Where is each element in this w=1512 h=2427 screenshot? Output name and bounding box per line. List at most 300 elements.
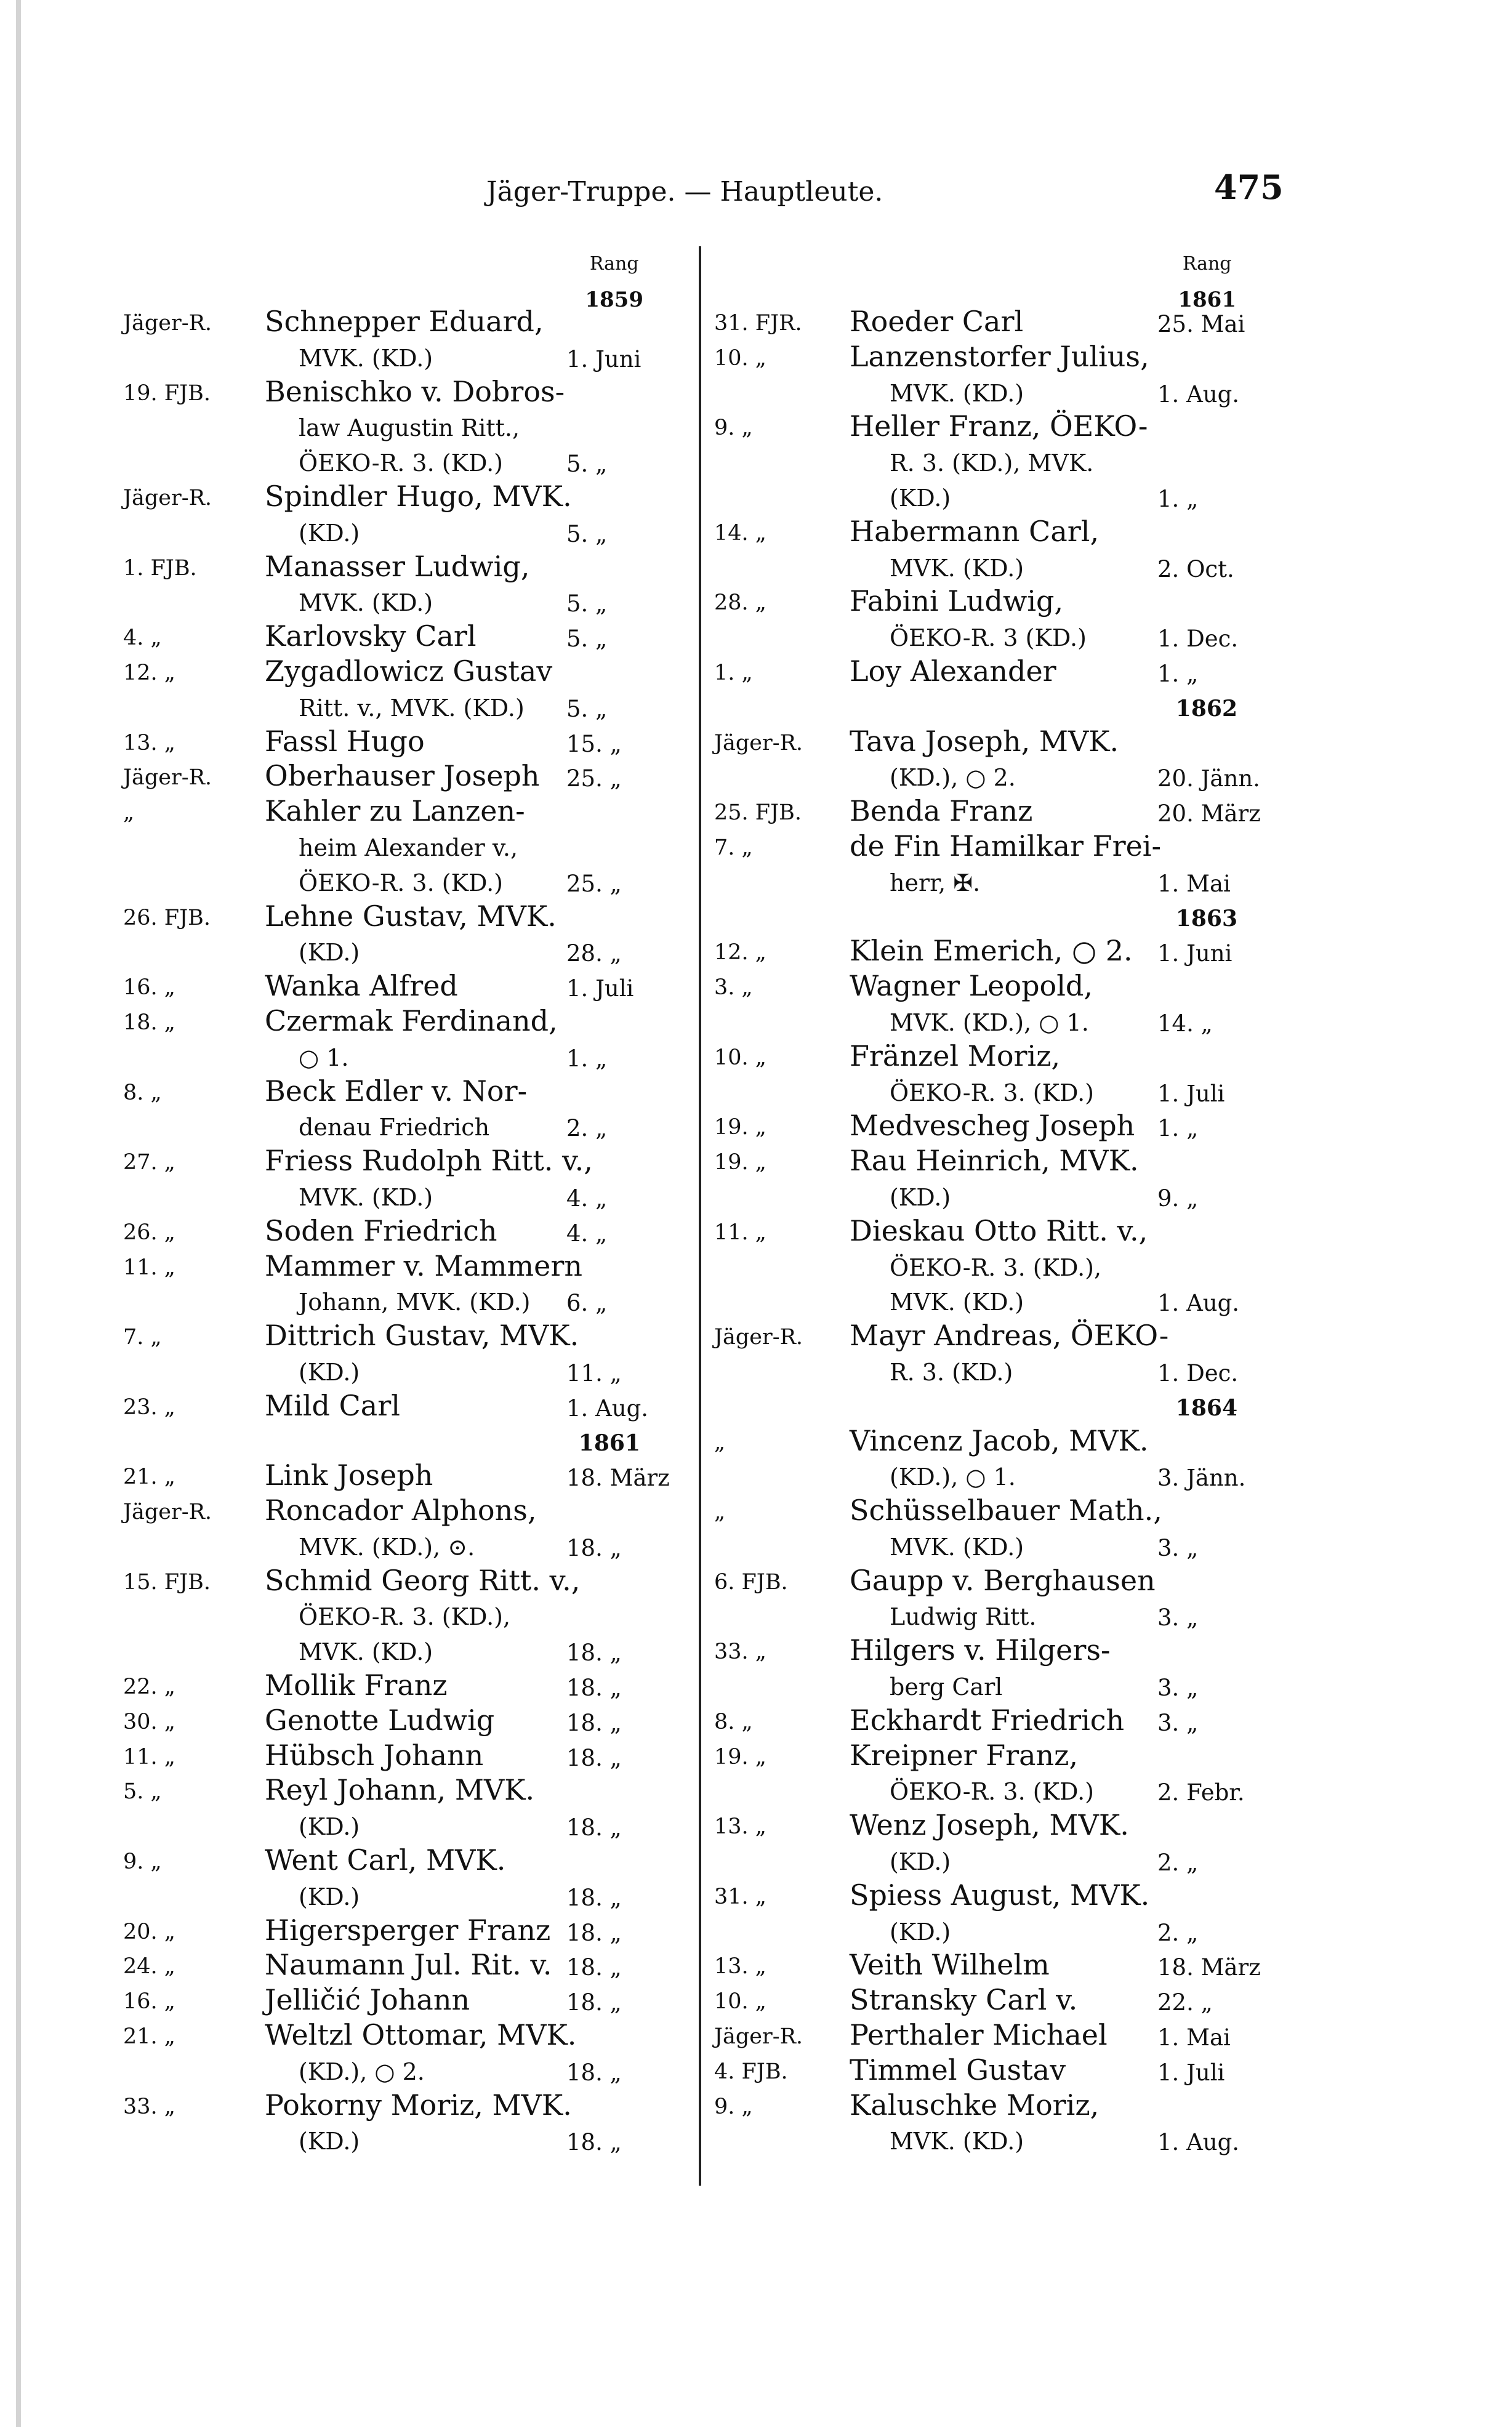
officer-entry-row: [123, 1074, 671, 1109]
unit-number: 10. „: [714, 1045, 766, 1070]
officer-name: Higersperger Franz: [265, 1913, 551, 1947]
unit-number: 19. „: [714, 1115, 766, 1140]
officer-entry-row: [714, 1319, 1268, 1354]
officer-name: Went Carl, MVK.: [265, 1843, 506, 1877]
rank-date: 18. „: [566, 1919, 622, 1946]
officer-entry-row: [714, 1878, 1268, 1914]
unit-number: 28. „: [714, 590, 766, 616]
unit-number: 19. „: [714, 1744, 766, 1769]
officer-name-continuation: ÖEKO-R. 3. (KD.): [299, 449, 503, 477]
officer-entry-row: [123, 619, 671, 654]
officer-name: Spiess August, MVK.: [850, 1878, 1150, 1912]
rank-date: 1. Aug.: [1157, 380, 1240, 408]
officer-entry-row: [123, 480, 671, 515]
unit-number: 30. „: [123, 1709, 175, 1734]
rank-date: 2. Febr.: [1157, 1779, 1245, 1806]
unit-number: 13. „: [714, 1814, 766, 1840]
officer-entry-row: [714, 340, 1268, 375]
unit-number: Jäger-R.: [714, 1325, 803, 1350]
unit-number: 1. FJB.: [123, 555, 197, 581]
officer-entry-row: [123, 2123, 671, 2158]
page-number: 475: [1214, 167, 1284, 207]
unit-number: 33. „: [123, 2094, 175, 2119]
officer-name-continuation: (KD.): [299, 1813, 360, 1841]
officer-entry-row: [123, 515, 671, 550]
unit-number: 9. „: [123, 1849, 162, 1875]
page-header: [0, 167, 1512, 219]
rank-date: 25. „: [566, 870, 622, 897]
officer-entry-row: [714, 1494, 1268, 1529]
year-label: 1861: [578, 1430, 640, 1456]
officer-entry-row: [123, 340, 671, 375]
unit-number: 26. „: [123, 1220, 175, 1245]
officer-entry-row: [123, 1739, 671, 1774]
officer-entry-row: [123, 1529, 671, 1564]
unit-number: 11. „: [714, 1220, 766, 1245]
officer-name-continuation: MVK. (KD.): [890, 2128, 1024, 2155]
rang-year: 1861: [1178, 288, 1236, 312]
unit-number: „: [123, 800, 135, 826]
unit-number: 31. FJR.: [714, 311, 802, 336]
officer-name: Dieskau Otto Ritt. v.,: [850, 1214, 1148, 1247]
unit-number: 27. „: [123, 1150, 175, 1175]
officer-entry-row: [714, 725, 1268, 760]
column-divider: [699, 246, 701, 2186]
unit-number: 15. FJB.: [123, 1569, 211, 1595]
officer-name: Naumann Jul. Rit. v.: [265, 1948, 552, 1982]
officer-entry-row: [123, 759, 671, 794]
unit-number: 10. „: [714, 1989, 766, 2014]
officer-name: Zygadlowicz Gustav: [265, 654, 553, 688]
rank-date: 2. Oct.: [1157, 555, 1234, 582]
officer-name: Lehne Gustav, MVK.: [265, 899, 557, 933]
rang-label: Rang: [1182, 253, 1232, 275]
officer-entry-row: [714, 1074, 1268, 1109]
officer-name-continuation: (KD.): [299, 1883, 360, 1910]
rank-date: 20. Jänn.: [1157, 765, 1260, 792]
officer-name: Roncador Alphons,: [265, 1494, 537, 1527]
officer-name-continuation: MVK. (KD.): [890, 1533, 1024, 1561]
unit-number: Jäger-R.: [123, 1500, 212, 1525]
rang-label: Rang: [589, 253, 639, 275]
officer-entry-row: [714, 409, 1268, 445]
officer-name-continuation: (KD.): [890, 1848, 951, 1876]
officer-entry-row: [123, 445, 671, 480]
rank-date: 1. Juni: [1157, 940, 1233, 967]
rank-date: 18. „: [566, 1709, 622, 1736]
officer-name-continuation: ÖEKO-R. 3 (KD.): [890, 624, 1087, 652]
officer-name-continuation: (KD.): [299, 939, 360, 967]
officer-entry-row: [714, 305, 1268, 340]
rank-date: 1. Dec.: [1157, 626, 1239, 653]
officer-entry-row: [123, 1808, 671, 1843]
unit-number: 12. „: [123, 660, 175, 685]
running-title: Jäger-Truppe. — Hauptleute.: [486, 176, 883, 207]
rank-date: 6. „: [566, 1290, 608, 1317]
officer-name-continuation: MVK. (KD.): [299, 344, 433, 372]
rank-date: 18. März: [1157, 1954, 1261, 1981]
unit-number: 19. „: [714, 1150, 766, 1175]
officer-name: Spindler Hugo, MVK.: [265, 479, 572, 513]
unit-number: 1. „: [714, 660, 753, 685]
officer-entry-row: [714, 1668, 1268, 1704]
officer-entry-row: [714, 829, 1268, 864]
officer-name: Veith Wilhelm: [850, 1948, 1050, 1982]
rank-date: 15. „: [566, 730, 622, 757]
rank-date: 25. „: [566, 765, 622, 792]
officer-entry-row: [714, 1424, 1268, 1459]
unit-number: 5. „: [123, 1779, 162, 1805]
rank-date: 1. Aug.: [566, 1395, 649, 1422]
officer-entry-row: [123, 1914, 671, 1949]
officer-entry-row: [123, 1598, 671, 1633]
officer-entry-row: [714, 794, 1268, 829]
officer-name-continuation: (KD.): [299, 1358, 360, 1386]
officer-name: Mollik Franz: [265, 1668, 448, 1702]
officer-entry-row: [714, 1249, 1268, 1284]
officer-name-continuation: herr, ✠.: [890, 869, 981, 896]
officer-name-continuation: heim Alexander v.,: [299, 834, 518, 861]
officer-entry-row: [123, 1039, 671, 1074]
officer-entry-row: [123, 1843, 671, 1878]
officer-name-continuation: (KD.): [890, 1183, 951, 1211]
officer-name: Genotte Ludwig: [265, 1703, 495, 1737]
rank-date: 1. Dec.: [1157, 1359, 1239, 1387]
rank-date: 18. „: [566, 1675, 622, 1702]
officer-name: Lanzenstorfer Julius,: [850, 339, 1149, 373]
rank-date: 18. „: [566, 1744, 622, 1771]
officer-name: Heller Franz, ÖEKO-: [850, 409, 1148, 443]
officer-name: Fassl Hugo: [265, 724, 425, 758]
rank-date: 25. Mai: [1157, 311, 1245, 337]
officer-entry-row: [714, 1633, 1268, 1668]
officer-name-continuation: (KD.): [890, 484, 951, 512]
officer-name: Manasser Ludwig,: [265, 549, 530, 583]
unit-number: Jäger-R.: [714, 2024, 803, 2050]
rank-date: 18. „: [566, 1989, 622, 2016]
officer-name: Timmel Gustav: [850, 2053, 1066, 2087]
officer-name-continuation: MVK. (KD.): [890, 554, 1024, 582]
officer-name-continuation: R. 3. (KD.): [890, 1358, 1013, 1386]
rank-date: 1. Juli: [1157, 1080, 1225, 1107]
officer-name: Fränzel Moriz,: [850, 1039, 1061, 1073]
rank-date: 18. „: [566, 1884, 622, 1911]
officer-name: Reyl Johann, MVK.: [265, 1773, 535, 1807]
officer-name: Kahler zu Lanzen-: [265, 794, 525, 828]
rank-date: 20. März: [1157, 800, 1261, 827]
rang-year-divider: [714, 1389, 1268, 1424]
unit-number: 33. „: [714, 1640, 766, 1665]
unit-number: 12. „: [714, 940, 766, 965]
unit-number: 16. „: [123, 1989, 175, 2014]
officer-entry-row: [714, 654, 1268, 690]
officer-entry-row: [714, 2123, 1268, 2158]
officer-name-continuation: MVK. (KD.): [299, 1638, 433, 1666]
officer-entry-row: [714, 1773, 1268, 1808]
officer-name-continuation: MVK. (KD.): [890, 379, 1024, 407]
officer-entry-row: [123, 1389, 671, 1424]
rank-date: 11. „: [566, 1359, 622, 1387]
officer-name-continuation: (KD.), ○ 1.: [890, 1463, 1016, 1491]
rank-date: 18. „: [566, 1534, 622, 1561]
rank-date: 14. „: [1157, 1010, 1213, 1037]
officer-entry-row: [714, 2088, 1268, 2123]
officer-name: Fabini Ludwig,: [850, 584, 1064, 618]
officer-entry-row: [714, 1808, 1268, 1843]
officer-entry-row: [123, 1564, 671, 1599]
year-label: 1863: [1175, 905, 1237, 932]
unit-number: 18. „: [123, 1010, 175, 1035]
officer-entry-row: [123, 305, 671, 340]
officer-name: Kreipner Franz,: [850, 1738, 1079, 1772]
officer-entry-row: [123, 1214, 671, 1249]
rank-date: 3. Jänn.: [1157, 1465, 1246, 1492]
officer-entry-row: [714, 375, 1268, 410]
rank-date: 1. „: [1157, 485, 1199, 512]
right-entries: [714, 305, 1268, 2158]
rank-date: 1. Aug.: [1157, 1290, 1240, 1317]
officer-name: Hübsch Johann: [265, 1738, 484, 1772]
officer-name: Habermann Carl,: [850, 514, 1100, 548]
officer-entry-row: [123, 1494, 671, 1529]
officer-name: Link Joseph: [265, 1459, 433, 1492]
officer-entry-row: [123, 1284, 671, 1319]
officer-entry-row: [714, 1914, 1268, 1949]
rank-date: 3. „: [1157, 1675, 1199, 1702]
officer-name: Weltzl Ottomar, MVK.: [265, 2018, 577, 2052]
unit-number: 4. „: [123, 626, 162, 651]
officer-entry-row: [714, 1109, 1268, 1144]
unit-number: 13. „: [714, 1954, 766, 1979]
rank-date: 9. „: [1157, 1185, 1199, 1212]
right-column: [714, 228, 1268, 2158]
officer-entry-row: [714, 1704, 1268, 1739]
rank-date: 5. „: [566, 695, 608, 722]
officer-entry-row: [123, 1983, 671, 2018]
officer-name: Pokorny Moriz, MVK.: [265, 2088, 572, 2122]
officer-entry-row: [123, 794, 671, 829]
rank-date: 5. „: [566, 590, 608, 618]
officer-name: Gaupp v. Berghausen: [850, 1563, 1156, 1597]
officer-name-continuation: ÖEKO-R. 3. (KD.): [890, 1778, 1094, 1806]
officer-name-continuation: (KD.): [299, 519, 360, 547]
officer-entry-row: [714, 2053, 1268, 2088]
officer-name: Eckhardt Friedrich: [850, 1703, 1125, 1737]
unit-number: 11. „: [123, 1744, 175, 1769]
officer-entry-row: [714, 969, 1268, 1004]
rank-date: 5. „: [566, 520, 608, 547]
rank-date: 3. „: [1157, 1534, 1199, 1561]
unit-number: 9. „: [714, 2094, 753, 2119]
unit-number: 25. FJB.: [714, 800, 802, 826]
rank-date: 1. Juli: [1157, 2059, 1225, 2086]
officer-entry-row: [123, 2088, 671, 2123]
officer-name: de Fin Hamilkar Frei-: [850, 829, 1162, 863]
officer-entry-row: [123, 725, 671, 760]
rank-date: 1. Mai: [1157, 870, 1231, 897]
unit-number: 7. „: [714, 835, 753, 860]
rank-date: 1. Aug.: [1157, 2129, 1240, 2156]
officer-entry-row: [714, 550, 1268, 585]
left-column: [123, 228, 671, 2158]
officer-entry-row: [714, 1598, 1268, 1633]
rank-date: 4. „: [566, 1185, 608, 1212]
officer-name-continuation: berg Carl: [890, 1673, 1003, 1701]
officer-entry-row: [123, 1144, 671, 1179]
left-column-head: [123, 228, 671, 312]
rank-date: 18. „: [566, 1814, 622, 1841]
officer-name-continuation: (KD.), ○ 2.: [890, 764, 1016, 792]
officer-entry-row: [123, 1179, 671, 1214]
officer-name: Soden Friedrich: [265, 1214, 497, 1247]
unit-number: 3. „: [714, 975, 753, 1000]
officer-name: Benischko v. Dobros-: [265, 374, 565, 408]
unit-number: 10. „: [714, 345, 766, 371]
officer-name: Wagner Leopold,: [850, 969, 1093, 1003]
officer-entry-row: [714, 1739, 1268, 1774]
officer-entry-row: [714, 619, 1268, 654]
unit-number: 24. „: [123, 1954, 175, 1979]
unit-number: Jäger-R.: [714, 730, 803, 755]
officer-entry-row: [714, 1214, 1268, 1249]
unit-number: 21. „: [123, 1465, 175, 1490]
rang-year-divider: [714, 690, 1268, 725]
page-edge-shadow: [16, 0, 21, 2427]
rang-year-divider: [123, 1424, 671, 1459]
officer-name: Stransky Carl v.: [850, 1983, 1078, 2017]
officer-entry-row: [123, 864, 671, 900]
officer-entry-row: [123, 1948, 671, 1983]
rank-date: 1. „: [1157, 1115, 1199, 1142]
unit-number: 22. „: [123, 1675, 175, 1700]
unit-number: „: [714, 1430, 726, 1455]
officer-name: Perthaler Michael: [850, 2018, 1108, 2052]
officer-entry-row: [123, 1004, 671, 1039]
officer-name-continuation: law Augustin Ritt.,: [299, 414, 520, 442]
officer-name: Schmid Georg Ritt. v.,: [265, 1563, 581, 1597]
officer-name: Klein Emerich, ○ 2.: [850, 934, 1133, 968]
unit-number: Jäger-R.: [123, 311, 212, 336]
unit-number: 9. „: [714, 416, 753, 441]
officer-name-continuation: MVK. (KD.), ⊙.: [299, 1533, 475, 1561]
officer-name: Roeder Carl: [850, 305, 1024, 338]
officer-name: Rau Heinrich, MVK.: [850, 1144, 1139, 1178]
officer-name: Kaluschke Moriz,: [850, 2088, 1100, 2122]
unit-number: 31. „: [714, 1884, 766, 1909]
right-column-head: [714, 228, 1268, 312]
rank-date: 1. „: [1157, 660, 1199, 687]
rank-date: 2. „: [1157, 1849, 1199, 1877]
officer-entry-row: [123, 1668, 671, 1704]
officer-name: Mayr Andreas, ÖEKO-: [850, 1319, 1169, 1353]
officer-name: Wenz Joseph, MVK.: [850, 1808, 1129, 1842]
officer-name: Dittrich Gustav, MVK.: [265, 1319, 579, 1353]
unit-number: 21. „: [123, 2024, 175, 2050]
unit-number: 8. „: [123, 1080, 162, 1105]
officer-name: Benda Franz: [850, 794, 1033, 828]
officer-entry-row: [714, 1354, 1268, 1389]
unit-number: 11. „: [123, 1255, 175, 1280]
officer-entry-row: [714, 1983, 1268, 2018]
officer-name-continuation: (KD.): [890, 1918, 951, 1946]
rank-date: 18. „: [566, 2059, 622, 2086]
officer-name: Loy Alexander: [850, 654, 1056, 688]
officer-entry-row: [714, 2018, 1268, 2053]
officer-entry-row: [714, 1843, 1268, 1878]
officer-name: Jelličić Johann: [265, 1983, 470, 2017]
officer-name: Mammer v. Mammern: [265, 1249, 582, 1282]
rank-date: 3. „: [1157, 1709, 1199, 1736]
officer-name-continuation: MVK. (KD.): [890, 1289, 1024, 1316]
rank-date: 2. „: [566, 1115, 608, 1142]
officer-name: Beck Edler v. Nor-: [265, 1074, 528, 1108]
officer-entry-row: [123, 1354, 671, 1389]
officer-entry-row: [714, 445, 1268, 480]
year-label: 1864: [1175, 1395, 1237, 1421]
officer-name-continuation: MVK. (KD.): [299, 589, 433, 617]
rang-year: 1859: [585, 288, 643, 312]
officer-name-continuation: ÖEKO-R. 3. (KD.): [299, 869, 503, 896]
officer-entry-row: [714, 515, 1268, 550]
officer-name-continuation: ÖEKO-R. 3. (KD.),: [299, 1603, 511, 1631]
officer-entry-row: [123, 409, 671, 445]
officer-entry-row: [714, 1179, 1268, 1214]
officer-entry-row: [123, 934, 671, 969]
officer-entry-row: [123, 550, 671, 585]
unit-number: 19. FJB.: [123, 380, 211, 406]
officer-name: Medvescheg Joseph: [850, 1109, 1135, 1143]
officer-name: Hilgers v. Hilgers-: [850, 1633, 1111, 1667]
unit-number: 8. „: [714, 1709, 753, 1734]
officer-name: Schnepper Eduard,: [265, 305, 544, 338]
rank-date: 4. „: [566, 1220, 608, 1247]
officer-name-continuation: Ritt. v., MVK. (KD.): [299, 694, 525, 722]
officer-name: Friess Rudolph Ritt. v.,: [265, 1144, 593, 1178]
unit-number: 13. „: [123, 730, 175, 755]
unit-number: Jäger-R.: [123, 765, 212, 791]
officer-entry-row: [714, 1948, 1268, 1983]
rank-date: 18. „: [566, 1954, 622, 1981]
rank-date: 18. März: [566, 1465, 670, 1492]
unit-number: Jäger-R.: [123, 485, 212, 510]
left-entries: [123, 305, 671, 2158]
rank-date: 5. „: [566, 451, 608, 478]
officer-name-continuation: Ludwig Ritt.: [890, 1603, 1037, 1631]
officer-name: Schüsselbauer Math.,: [850, 1494, 1162, 1527]
rank-date: 28. „: [566, 940, 622, 967]
rank-date: 2. „: [1157, 1919, 1199, 1946]
officer-entry-row: [123, 375, 671, 410]
officer-name: Mild Carl: [265, 1388, 400, 1422]
officer-entry-row: [123, 1319, 671, 1354]
officer-name-continuation: R. 3. (KD.), MVK.: [890, 449, 1094, 477]
unit-number: 20. „: [123, 1919, 175, 1944]
unit-number: 14. „: [714, 520, 766, 545]
officer-entry-row: [123, 1878, 671, 1914]
officer-entry-row: [123, 690, 671, 725]
officer-name: Wanka Alfred: [265, 969, 458, 1003]
unit-number: 26. FJB.: [123, 905, 211, 930]
officer-entry-row: [123, 829, 671, 864]
rank-date: 3. „: [1157, 1604, 1199, 1632]
officer-name: Vincenz Jacob, MVK.: [850, 1423, 1149, 1457]
officer-entry-row: [123, 1109, 671, 1144]
officer-entry-row: [123, 1704, 671, 1739]
unit-number: 16. „: [123, 975, 175, 1000]
officer-entry-row: [123, 900, 671, 935]
rank-date: 1. Mai: [1157, 2024, 1231, 2051]
officer-name-continuation: ○ 1.: [299, 1044, 349, 1071]
